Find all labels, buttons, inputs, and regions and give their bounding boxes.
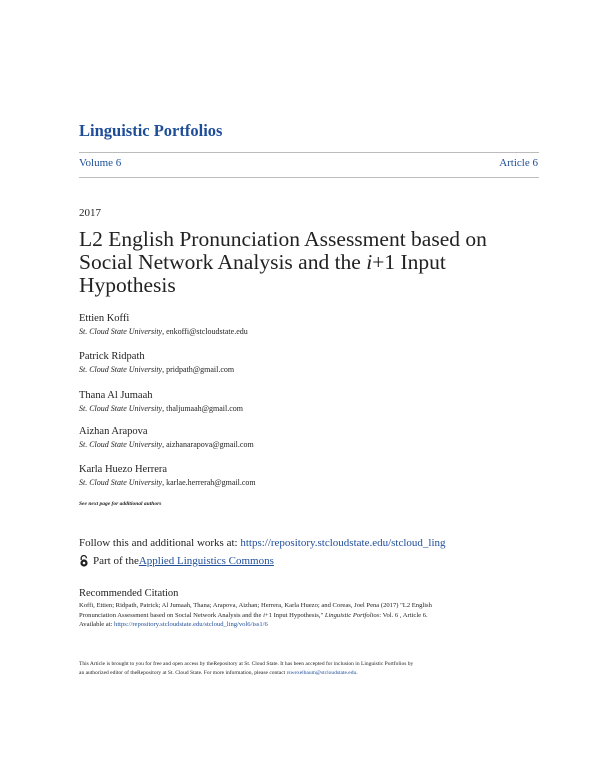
author-name: Ettien Koffi: [79, 313, 130, 324]
open-access-icon: [79, 555, 89, 567]
available-at-text: Available at:: [79, 621, 115, 629]
citation-title-part: Pronunciation Assessment based on Social Network Analysis and the: [79, 611, 264, 619]
citation-title-italic: i: [263, 611, 265, 619]
citation-url-link[interactable]: https://repository.stcloudstate.edu/stcloud_ling/vol6/iss1/6: [114, 621, 268, 629]
header-rule-bottom: [79, 177, 539, 178]
author-affiliation: [79, 364, 234, 376]
author-block: [79, 389, 243, 415]
title-part2: +1 Input Hypothesis: [79, 250, 446, 297]
author-institution: St. Cloud State University: [79, 327, 163, 336]
author-name: Karla Huezo Herrera: [79, 464, 168, 475]
title-italic: i: [366, 250, 373, 274]
author-institution: St. Cloud State University: [79, 478, 163, 487]
citation-title-part: +1 Input Hypothesis,": [264, 611, 325, 619]
author-name: Patrick Ridpath: [79, 351, 145, 362]
recommended-citation-heading: Recommended Citation: [79, 588, 179, 599]
author-affiliation: [79, 439, 254, 451]
author-name: Thana Al Jumaah: [79, 390, 153, 401]
see-next-page-note: See next page for additional authors: [79, 501, 162, 507]
follow-line: [79, 537, 446, 549]
citation-journal: Linguistic Portfolios: [324, 611, 380, 619]
author-affiliation: [79, 477, 256, 489]
author-institution: St. Cloud State University: [79, 365, 163, 374]
footer-end: .: [356, 670, 358, 676]
footer-notice: [79, 660, 529, 678]
author-block: [79, 312, 248, 338]
publication-year: 2017: [79, 207, 101, 219]
contact-email-link[interactable]: rswexelbaum@stcloudstate.edu: [286, 670, 357, 676]
part-of-line: [79, 555, 274, 567]
author-email: , aizhanarapova@gmail.com: [162, 440, 254, 449]
citation-line: [79, 611, 529, 621]
applied-linguistics-commons-link[interactable]: Applied Linguistics Commons: [138, 555, 274, 567]
repository-link[interactable]: https://repository.stcloudstate.edu/stcloud_ling: [240, 537, 446, 549]
part-of-text: Part of the: [93, 555, 139, 567]
citation-line: Koffi, Ettien; Ridpath, Patrick; Al Jumaah, Thana; Arapova, Aizhan; Herrera, Karla Huezo; and Coreas, Joel Pena (2017) "L2 English: [79, 602, 432, 609]
author-institution: St. Cloud State University: [79, 440, 163, 449]
title-part1: L2 English Pronunciation Assessment based on Social Network Analysis and the: [79, 227, 487, 274]
author-block: [79, 463, 256, 489]
footer-line: This Article is brought to you for free and open access by theRepository at St. Cloud State. It has been accepted for inclusion in Linguistic Portfolios by: [79, 661, 414, 667]
article-title: [79, 228, 519, 297]
author-affiliation: [79, 403, 243, 415]
author-block: [79, 425, 254, 451]
citation-volume: : Vol. 6 , Article 6.: [379, 611, 428, 619]
author-email: , pridpath@gmail.com: [162, 365, 235, 374]
recommended-citation-text: [79, 601, 529, 630]
author-block: [79, 350, 234, 376]
author-email: , thaljumaah@gmail.com: [162, 404, 244, 413]
journal-title[interactable]: Linguistic Portfolios: [79, 121, 223, 140]
volume-link[interactable]: Volume 6: [79, 157, 122, 169]
footer-text: an authorized editor of theRepository at St. Cloud State. For more information, please contact: [79, 670, 287, 676]
author-email: , enkoffi@stcloudstate.edu: [162, 327, 248, 336]
author-email: , karlae.herrerah@gmail.com: [162, 478, 256, 487]
author-institution: St. Cloud State University: [79, 404, 163, 413]
header-rule-top: [79, 152, 539, 153]
footer-line: [79, 669, 529, 678]
author-name: Aizhan Arapova: [79, 426, 148, 437]
article-link[interactable]: Article 6: [499, 157, 538, 169]
author-affiliation: [79, 326, 248, 338]
follow-text: Follow this and additional works at:: [79, 537, 241, 549]
citation-line: [79, 620, 529, 630]
